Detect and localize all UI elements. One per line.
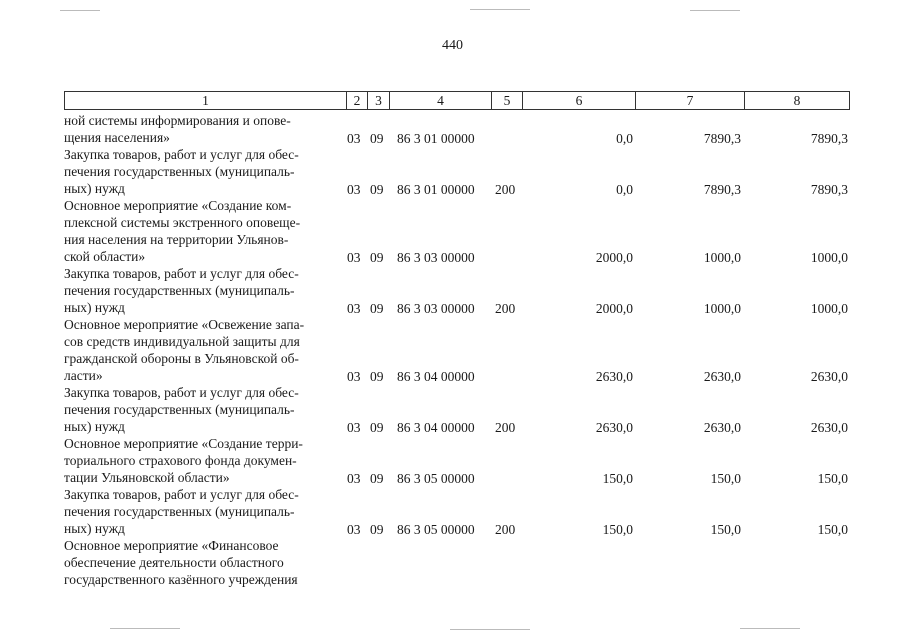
- cell-subsection: 09: [370, 369, 384, 384]
- cell-subsection: 09: [370, 131, 384, 146]
- table-row: [64, 486, 850, 537]
- table-row: [64, 435, 850, 486]
- cell-section: 03: [347, 369, 361, 384]
- scan-speck: [690, 10, 740, 11]
- scan-speck: [740, 628, 800, 629]
- description-line: печения государственных (муниципаль-: [64, 164, 295, 179]
- cell-expense-type: 200: [495, 522, 516, 537]
- cell-amount-col6: 0,0: [616, 182, 633, 197]
- cell-amount-col6: 2000,0: [595, 250, 633, 265]
- description-line: ториального страхового фонда докумен-: [64, 453, 297, 468]
- description-line: Закупка товаров, работ и услуг для обес-: [64, 487, 299, 502]
- cell-amount-col8: 7890,3: [810, 182, 848, 197]
- description-line: тации Ульяновской области»: [64, 470, 230, 485]
- description-line: государственного казённого учреждения: [64, 572, 298, 587]
- cell-amount-col6: 150,0: [602, 471, 633, 486]
- table-row: [64, 265, 850, 316]
- cell-amount-col6: 2630,0: [595, 369, 633, 384]
- row-description: [64, 112, 340, 146]
- header-col-6: 6: [523, 92, 636, 109]
- cell-subsection: 09: [370, 420, 384, 435]
- cell-subsection: 09: [370, 301, 384, 316]
- cell-amount-col8: 150,0: [817, 522, 848, 537]
- table-row: [64, 384, 850, 435]
- header-col-1: 1: [65, 92, 347, 109]
- description-line: сов средств индивидуальной защиты для: [64, 334, 300, 349]
- row-description: [64, 384, 340, 435]
- cell-expense-type: 200: [495, 420, 516, 435]
- header-col-5: 5: [492, 92, 523, 109]
- description-line: ных) нужд: [64, 300, 125, 315]
- description-line: ной системы информирования и опове-: [64, 113, 291, 128]
- description-line: Закупка товаров, работ и услуг для обес-: [64, 147, 299, 162]
- row-description: [64, 435, 340, 486]
- cell-expense-type: 200: [495, 301, 516, 316]
- cell-amount-col6: 0,0: [616, 131, 633, 146]
- row-description: [64, 146, 340, 197]
- cell-expense-type: 200: [495, 182, 516, 197]
- header-col-4: 4: [390, 92, 492, 109]
- cell-amount-col8: 2630,0: [810, 369, 848, 384]
- cell-amount-col7: 7890,3: [703, 182, 741, 197]
- cell-amount-col8: 150,0: [817, 471, 848, 486]
- description-line: ласти»: [64, 368, 103, 383]
- description-line: ния населения на территории Ульянов-: [64, 232, 289, 247]
- cell-amount-col7: 2630,0: [703, 420, 741, 435]
- cell-section: 03: [347, 182, 361, 197]
- row-description: [64, 197, 340, 265]
- cell-section: 03: [347, 471, 361, 486]
- description-line: гражданской обороны в Ульяновской об-: [64, 351, 299, 366]
- cell-target-code: 86 3 01 00000: [397, 182, 475, 197]
- description-line: ных) нужд: [64, 521, 125, 536]
- cell-target-code: 86 3 03 00000: [397, 250, 475, 265]
- cell-amount-col7: 2630,0: [703, 369, 741, 384]
- cell-amount-col6: 2630,0: [595, 420, 633, 435]
- cell-target-code: 86 3 04 00000: [397, 369, 475, 384]
- table-row: [64, 537, 850, 588]
- description-line: Закупка товаров, работ и услуг для обес-: [64, 266, 299, 281]
- cell-section: 03: [347, 522, 361, 537]
- description-line: печения государственных (муниципаль-: [64, 402, 295, 417]
- table-header: [64, 91, 850, 110]
- cell-amount-col6: 150,0: [602, 522, 633, 537]
- cell-amount-col7: 7890,3: [703, 131, 741, 146]
- description-line: Основное мероприятие «Финансовое: [64, 538, 279, 553]
- cell-amount-col7: 150,0: [710, 522, 741, 537]
- header-col-3: 3: [368, 92, 390, 109]
- description-line: Закупка товаров, работ и услуг для обес-: [64, 385, 299, 400]
- row-description: [64, 316, 340, 384]
- row-description: [64, 265, 340, 316]
- description-line: Основное мероприятие «Создание терри-: [64, 436, 303, 451]
- cell-amount-col8: 1000,0: [810, 250, 848, 265]
- cell-amount-col8: 7890,3: [810, 131, 848, 146]
- table-row: [64, 197, 850, 265]
- table-row: [64, 112, 850, 146]
- description-line: Основное мероприятие «Освежение запа-: [64, 317, 305, 332]
- cell-section: 03: [347, 420, 361, 435]
- cell-section: 03: [347, 250, 361, 265]
- description-line: печения государственных (муниципаль-: [64, 504, 295, 519]
- description-line: щения населения»: [64, 130, 170, 145]
- cell-amount-col6: 2000,0: [595, 301, 633, 316]
- header-col-8: 8: [793, 93, 801, 108]
- row-description: [64, 486, 340, 537]
- description-line: обеспечение деятельности областного: [64, 555, 284, 570]
- scan-speck: [60, 10, 100, 11]
- table-row: [64, 146, 850, 197]
- cell-amount-col8: 2630,0: [810, 420, 848, 435]
- cell-amount-col7: 150,0: [710, 471, 741, 486]
- cell-amount-col7: 1000,0: [703, 301, 741, 316]
- header-col-2: 2: [347, 92, 368, 109]
- cell-target-code: 86 3 05 00000: [397, 522, 475, 537]
- scan-speck: [450, 629, 530, 630]
- cell-target-code: 86 3 03 00000: [397, 301, 475, 316]
- description-line: плексной системы экстренного оповеще-: [64, 215, 301, 230]
- scan-speck: [470, 9, 530, 10]
- cell-subsection: 09: [370, 471, 384, 486]
- description-line: печения государственных (муниципаль-: [64, 283, 295, 298]
- cell-subsection: 09: [370, 250, 384, 265]
- row-description: [64, 537, 340, 588]
- cell-target-code: 86 3 05 00000: [397, 471, 475, 486]
- page-number: 440: [442, 38, 463, 53]
- cell-section: 03: [347, 301, 361, 316]
- header-col-7: 7: [636, 92, 745, 109]
- scan-speck: [110, 628, 180, 629]
- description-line: Основное мероприятие «Создание ком-: [64, 198, 292, 213]
- description-line: ных) нужд: [64, 181, 125, 196]
- cell-subsection: 09: [370, 182, 384, 197]
- cell-amount-col8: 1000,0: [810, 301, 848, 316]
- cell-section: 03: [347, 131, 361, 146]
- cell-subsection: 09: [370, 522, 384, 537]
- cell-target-code: 86 3 04 00000: [397, 420, 475, 435]
- table-row: [64, 316, 850, 384]
- cell-amount-col7: 1000,0: [703, 250, 741, 265]
- description-line: ных) нужд: [64, 419, 125, 434]
- description-line: ской области»: [64, 249, 146, 264]
- cell-target-code: 86 3 01 00000: [397, 131, 475, 146]
